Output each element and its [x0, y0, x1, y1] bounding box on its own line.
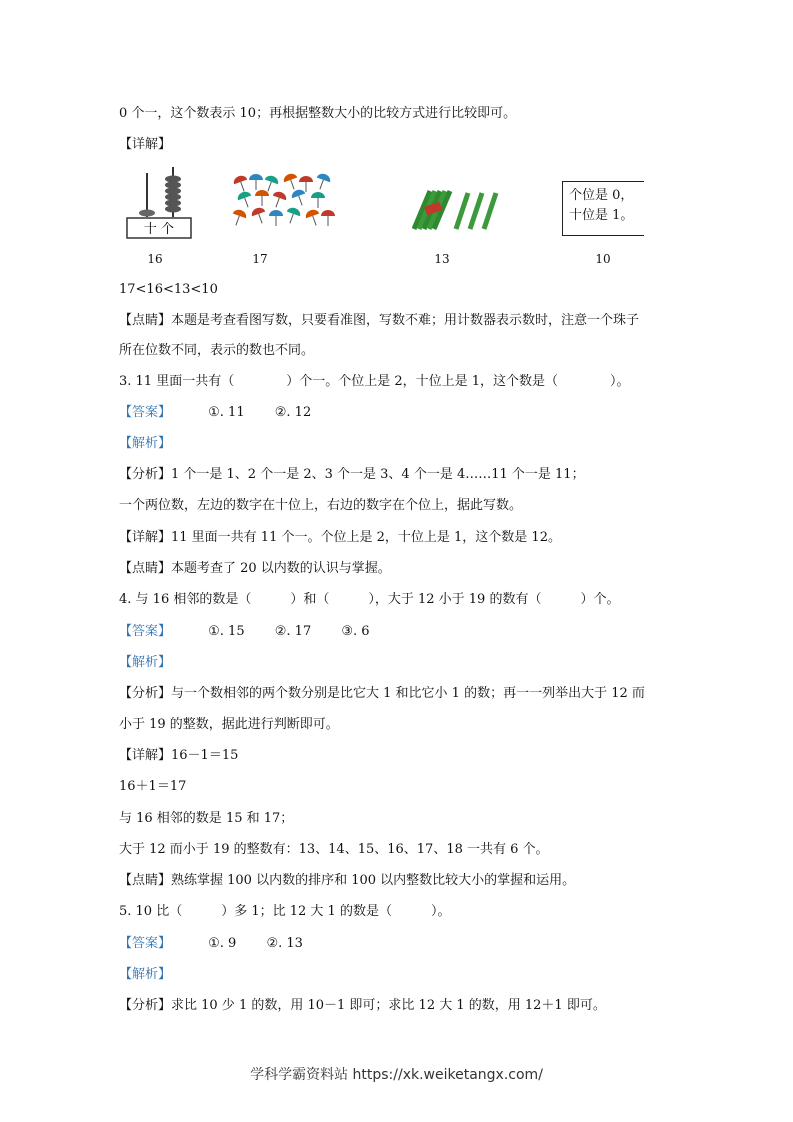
answer-row-q4: [119, 624, 396, 640]
analysis-heading: 【解析】: [119, 436, 172, 451]
answer-option: ③. 6: [341, 624, 370, 639]
answer-option: ①. 11: [208, 405, 245, 420]
umbrella-icon: [236, 190, 255, 210]
answer-row-q3: [119, 405, 337, 421]
place-line-tens: 十位是 1。: [569, 208, 634, 223]
text-line: 所在位数不同，表示的数也不同。: [119, 343, 315, 358]
answer-option: ②. 12: [274, 405, 312, 420]
question-5: 5. 10 比（ ）多 1；比 12 大 1 的数是（ ）。: [119, 904, 451, 919]
text-line: 小于 19 的整数，据此进行判断即可。: [119, 717, 339, 732]
umbrella-icon: [321, 210, 335, 226]
sticks-figure: [408, 185, 508, 235]
text-line: 【分析】1 个一是 1、2 个一是 2、3 个一是 3、4 个一是 4……11 个一是 11；: [119, 467, 585, 482]
text-line: 16＋1＝17: [119, 779, 187, 794]
text-line: 【分析】求比 10 少 1 的数，用 10－1 即可；求比 12 大 1 的数，用 12＋1 即可。: [119, 998, 606, 1013]
text-line: 【点睛】本题是考查看图写数，只要看准图，写数不难；用计数器表示数时，注意一个珠子: [119, 313, 640, 328]
text-line: 0 个一，这个数表示 10；再根据整数大小的比较方式进行比较即可。: [119, 106, 517, 121]
caption-sticks: 13: [434, 252, 450, 266]
answer-tag: 【答案】: [119, 405, 172, 420]
umbrella-icon: [255, 190, 269, 206]
question-4: 4. 与 16 相邻的数是（ ）和（ ），大于 12 小于 19 的数有（ ）个。: [119, 592, 620, 607]
place-value-box: [562, 181, 644, 236]
question-3: 3. 11 里面一共有（ ）个一。个位上是 2，十位上是 1，这个数是（ ）。: [119, 374, 630, 389]
comparison-line: 17<16<13<10: [119, 282, 218, 297]
answer-option: ①. 15: [208, 624, 245, 639]
answer-row-q5: [119, 936, 329, 952]
umbrella-icon: [269, 210, 283, 226]
analysis-heading: 【解析】: [119, 655, 172, 670]
umbrella-icon: [232, 174, 251, 194]
stick-bundle: [414, 191, 450, 229]
answer-option: ②. 17: [274, 624, 312, 639]
umbrella-icon: [313, 172, 332, 192]
detail-heading: 【详解】: [119, 137, 172, 152]
umbrella-icon: [299, 176, 313, 192]
umbrella-icon: [282, 172, 301, 192]
text-line: 一个两位数，左边的数字在十位上，右边的数字在个位上，据此写数。: [119, 498, 523, 513]
answer-option: ①. 9: [208, 936, 237, 951]
umbrella-icon: [250, 206, 269, 226]
caption-abacus: 16: [147, 252, 163, 266]
answer-tag: 【答案】: [119, 624, 172, 639]
caption-place-box: 10: [595, 252, 611, 266]
text-line: 【分析】与一个数相邻的两个数分别是比它大 1 和比它小 1 的数；再一一列举出大于 12 而: [119, 686, 645, 701]
umbrella-icon: [249, 174, 263, 190]
abacus-figure: [125, 165, 195, 243]
umbrellas-figure: [232, 170, 338, 238]
text-line: 大于 12 而小于 19 的整数有：13、14、15、16、17、18 一共有 6 个。: [119, 842, 549, 857]
umbrella-icon: [304, 208, 323, 228]
text-line: 【点睛】本题考查了 20 以内数的认识与掌握。: [119, 561, 391, 576]
umbrella-icon: [269, 190, 288, 210]
umbrella-icon: [232, 208, 248, 228]
answer-option: ②. 13: [266, 936, 303, 951]
text-line: 【详解】11 里面一共有 11 个一。个位上是 2，十位上是 1，这个数是 12。: [119, 530, 561, 545]
abacus-label: 十 个: [143, 222, 175, 237]
place-line-ones: 个位是 0，: [569, 188, 634, 203]
text-line: 【详解】16－1＝15: [119, 748, 239, 763]
caption-umbrellas: 17: [252, 252, 268, 266]
analysis-heading: 【解析】: [119, 967, 172, 982]
umbrella-icon: [311, 192, 325, 208]
umbrella-icon: [283, 206, 302, 226]
footer-watermark[interactable]: 学科学霸资料站 https://xk.weiketangx.com/: [250, 1067, 543, 1083]
text-line: 【点睛】熟练掌握 100 以内数的排序和 100 以内整数比较大小的掌握和运用。: [119, 873, 576, 888]
text-line: 与 16 相邻的数是 15 和 17；: [119, 811, 294, 826]
answer-tag: 【答案】: [119, 936, 172, 951]
